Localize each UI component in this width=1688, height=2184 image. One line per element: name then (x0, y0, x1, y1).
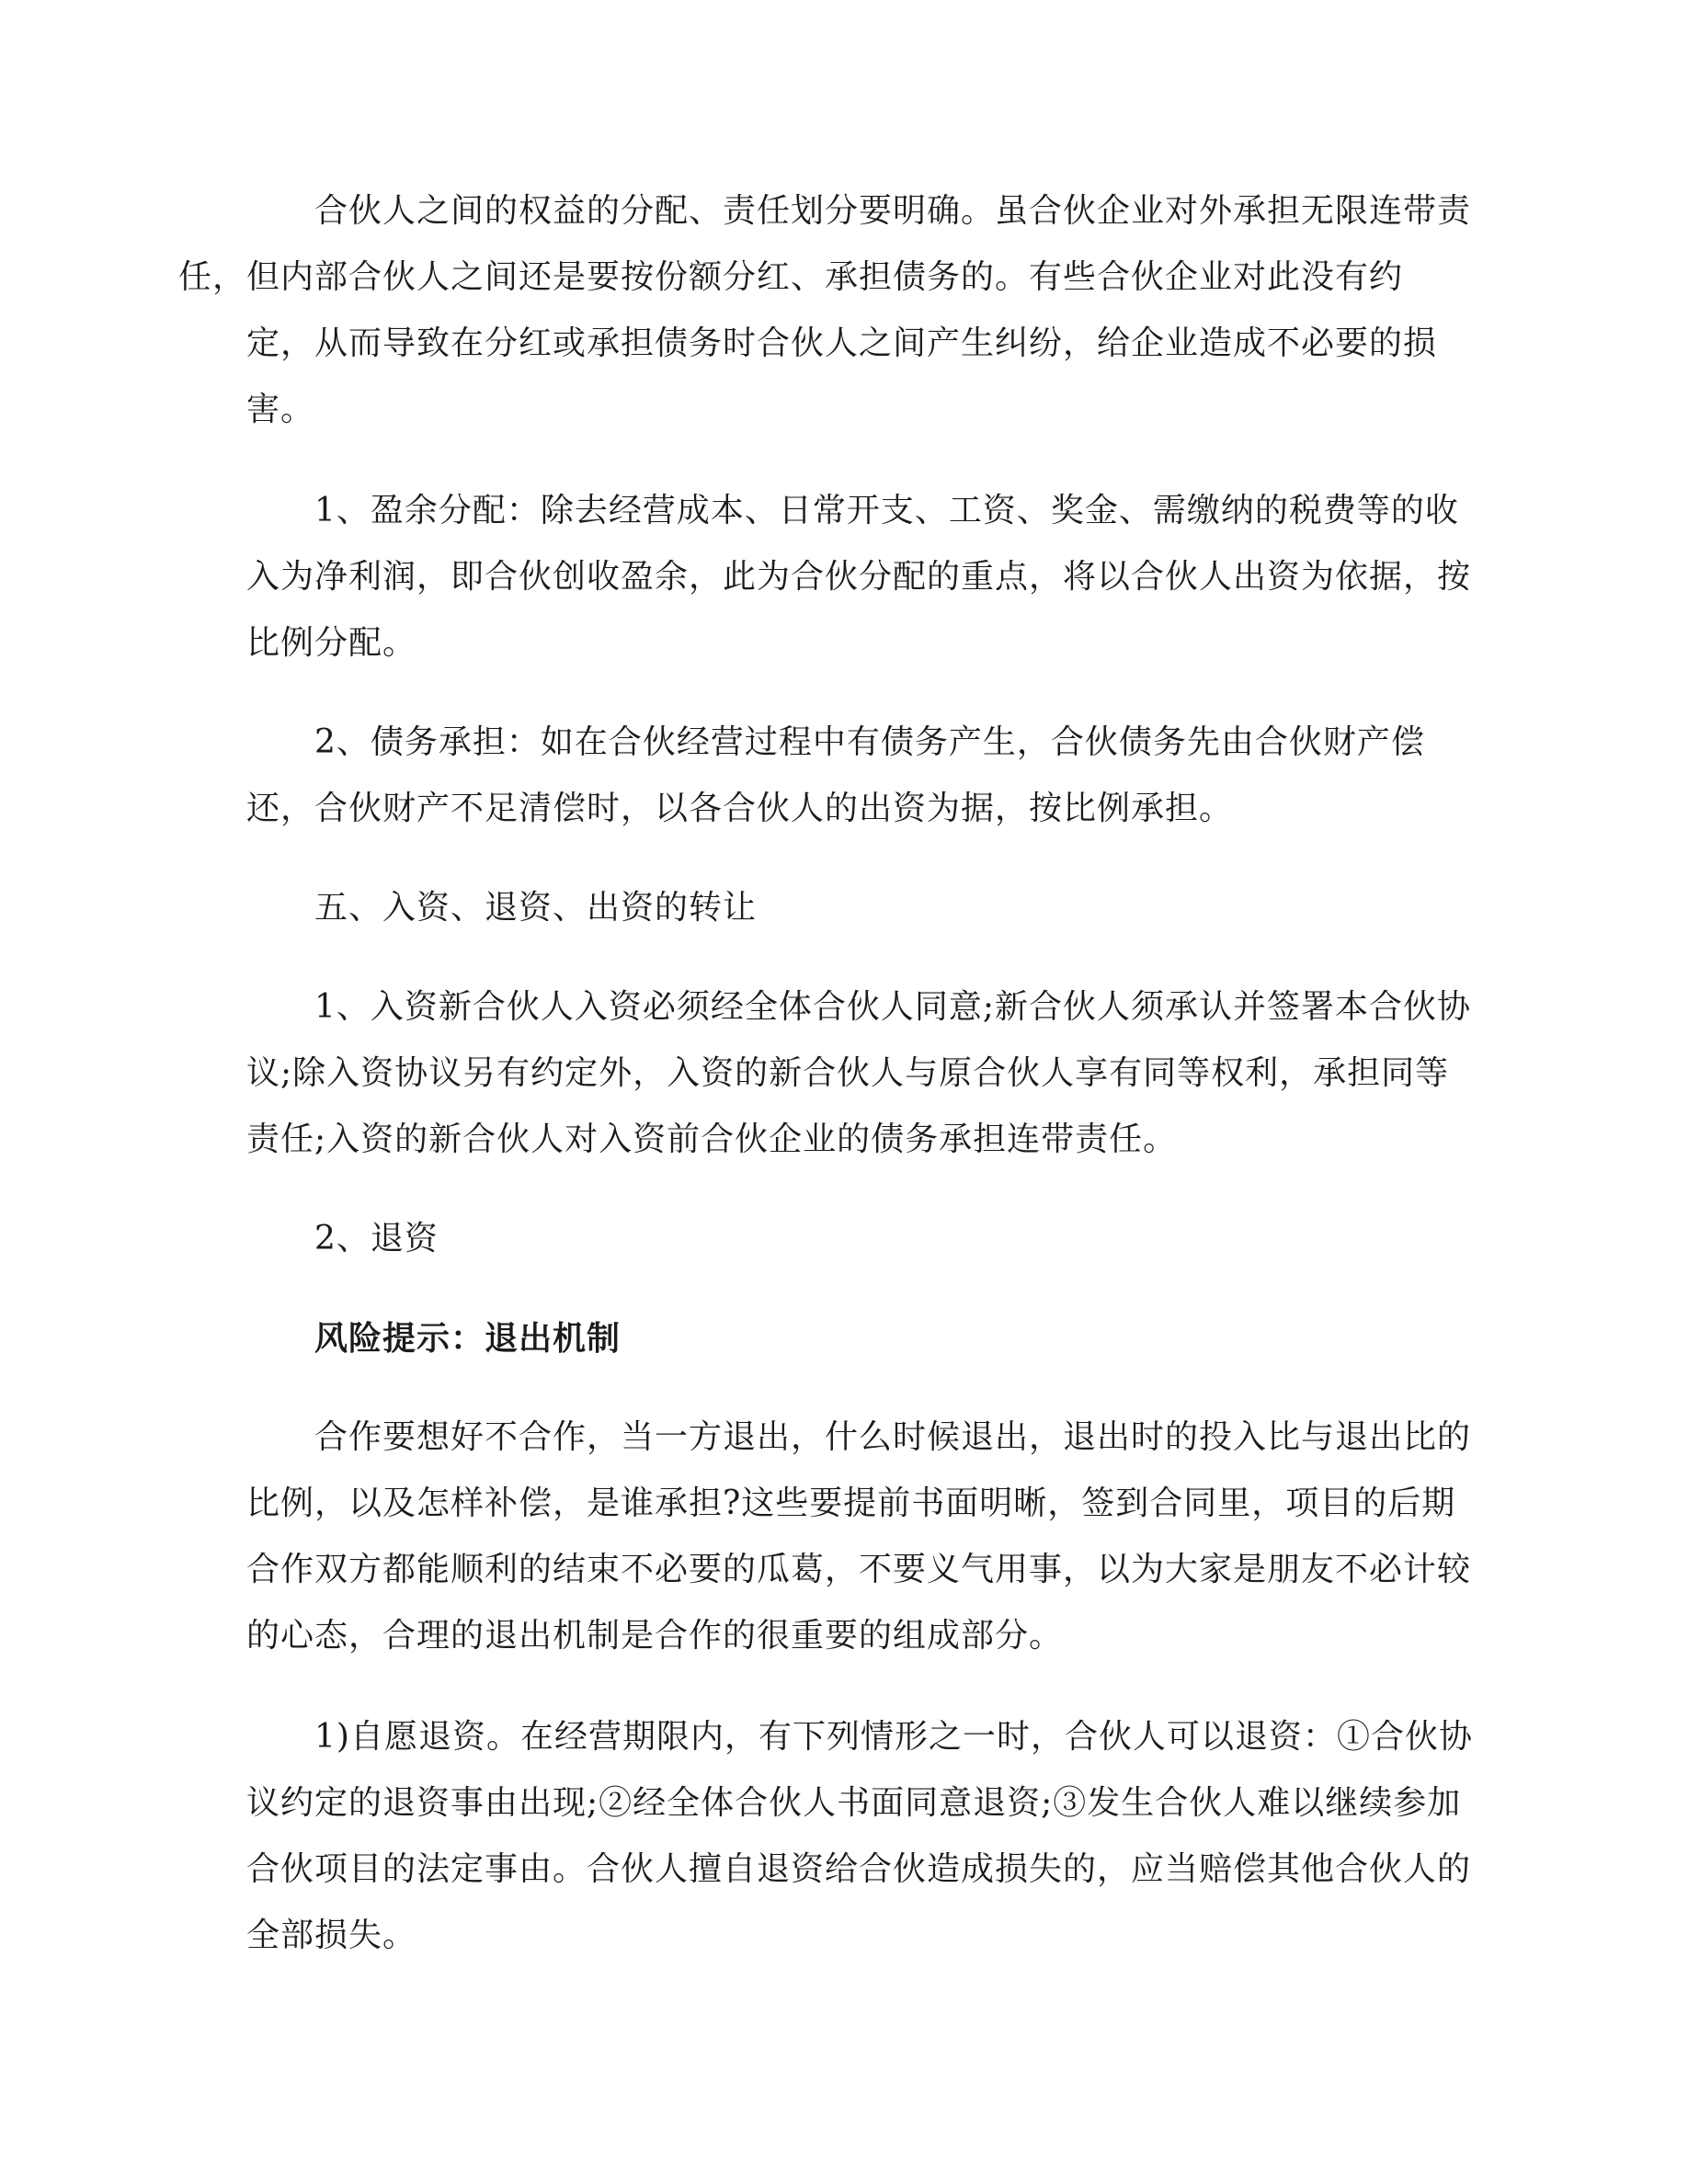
text-line: 的心态，合理的退出机制是合作的很重要的组成部分。 (246, 1617, 1064, 1655)
text-line: 任，但内部合伙人之间还是要按份额分红、承担债务的。有些合伙企业对此没有约 (178, 258, 1404, 296)
text-line: 还，合伙财产不足清偿时，以各合伙人的出资为据，按比例承担。 (246, 790, 1234, 827)
paragraph-surplus-distribution (246, 478, 1472, 677)
text-line: 合作双方都能顺利的结束不必要的瓜葛，不要义气用事，以为大家是朋友不必计较 (246, 1551, 1472, 1588)
text-line: 2、债务承担：如在合伙经营过程中有债务产生，合伙债务先由合伙财产偿 (314, 723, 1425, 761)
text-line: 1、入资新合伙人入资必须经全体合伙人同意;新合伙人须承认并签署本合伙协 (314, 988, 1472, 1026)
text-line: 责任;入资的新合伙人对入资前合伙企业的债务承担连带责任。 (246, 1120, 1178, 1158)
text-line: 全部损失。 (246, 1917, 417, 1954)
text-line: 入为净利润，即合伙创收盈余，此为合伙分配的重点，将以合伙人出资为依据，按 (246, 558, 1472, 596)
text-line: 议;除入资协议另有约定外，入资的新合伙人与原合伙人享有同等权利，承担同等 (246, 1054, 1450, 1092)
paragraph-capital-entry (246, 974, 1472, 1173)
text-line: 合伙项目的法定事由。合伙人擅自退资给合伙造成损失的，应当赔偿其他合伙人的 (246, 1850, 1472, 1888)
text-line: 定，从而导致在分红或承担债务时合伙人之间产生纠纷，给企业造成不必要的损 (246, 324, 1438, 362)
text-line: 比例分配。 (246, 624, 417, 662)
text-line: 五、入资、退资、出资的转让 (314, 889, 758, 927)
subheading-withdrawal (246, 1206, 1432, 1272)
text-line: 1)自愿退资。在经营期限内，有下列情形之一时，合伙人可以退资：①合伙协 (314, 1718, 1473, 1756)
text-line: 1、盈余分配：除去经营成本、日常开支、工资、奖金、需缴纳的税费等的收 (314, 492, 1459, 529)
text-line: 2、退资 (314, 1220, 439, 1257)
risk-notice-heading (246, 1305, 1432, 1371)
text-line: 害。 (246, 391, 315, 428)
paragraph-debt-bearing (246, 710, 1432, 842)
paragraph-profit-rights-allocation (178, 178, 1472, 443)
text-line: 比例，以及怎样补偿，是谁承担?这些要提前书面明晰，签到合同里，项目的后期 (246, 1484, 1456, 1522)
paragraph-voluntary-withdrawal (246, 1704, 1473, 1969)
section-heading-capital-transfer (246, 875, 1432, 941)
text-line: 风险提示：退出机制 (314, 1319, 622, 1358)
text-line: 议约定的退资事由出现;②经全体合伙人书面同意退资;③发生合伙人难以继续参加 (246, 1784, 1462, 1822)
text-line: 合伙人之间的权益的分配、责任划分要明确。虽合伙企业对外承担无限连带责 (314, 192, 1472, 230)
paragraph-exit-mechanism (246, 1405, 1472, 1669)
text-line: 合作要想好不合作，当一方退出，什么时候退出，退出时的投入比与退出比的 (314, 1418, 1472, 1456)
